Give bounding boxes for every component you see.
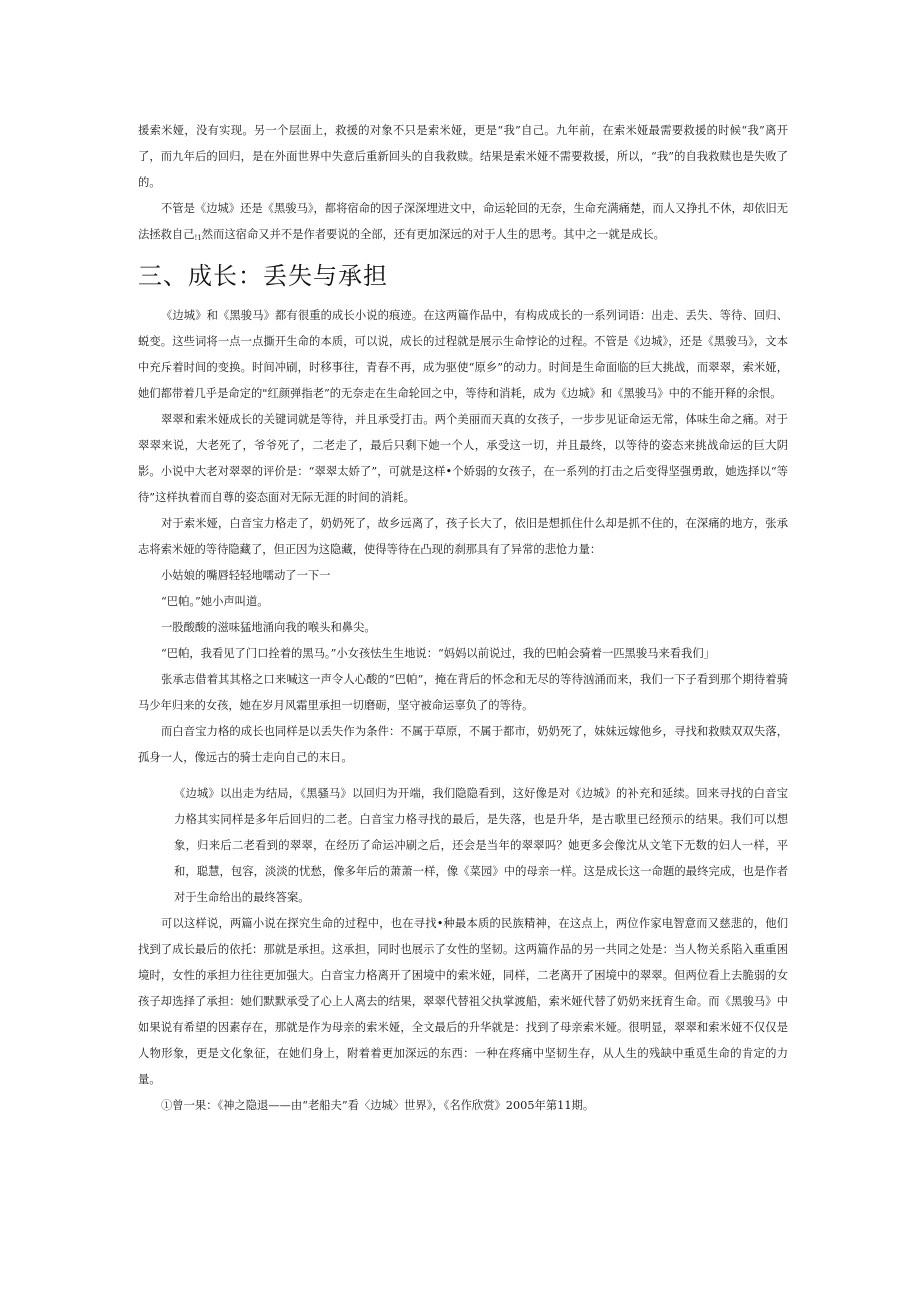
body-paragraph: 一股酸酸的滋味猛地涌向我的喉头和鼻尖。 — [161, 621, 376, 634]
paragraph-top: 援索米娅，没有实现。另一个层面上，救援的对象不只是索米娅，更是“我”自己。九年前，在索米娅最需要救援的时候“我”离开了，而九年后的回归，是在外面世界中失意后重新回头的自我救赎。结果是索米娅不需要救援，所以，“我”的自我救赎也是失败了的。 — [138, 124, 788, 189]
body-paragraph: 《边城》以出走为结局，《黑骚马》以回归为开端，我们隐隐看到，这好像是对《边城》的补充和延续。回来寻找的白音宝力格其实同样是多年后回归的二老。白音宝力格寻找的最后，是失落，也是升华，是古歌里已经预示的结果。我们可以想象，归来后二老看到的翠翠，在经历了命运冲刷之后，还会是当年的翠翠吗？她更多会像沈从文笔下无数的妇人一样，平和，聪慧，包容，淡淡的忧愁，像多年后的萧萧一样，像《菜园》中的母亲一样。这是成长这一命题的最终完成，也是作者对于生命给出的最终答案。 — [174, 787, 788, 904]
paragraph-fate — [138, 196, 788, 251]
footnote-marker: !1 — [194, 234, 202, 242]
body-paragraph: 对于索米娅，白音宝力格走了，奶奶死了，故乡远离了，孩子长大了，依旧是想抓住什么却是抓不住的，在深痛的地方，张承志将索米娅的等待隐藏了，但正因为这隐藏，使得等待在凸现的刹那具有了异常的悲怆力量： — [138, 517, 788, 556]
body-paragraph: 张承志借着其其格之口来喊这一声令人心酸的“巴帕”，掩在背后的怀念和无尽的等待汹涌而来，我们一下子看到那个期待着骑马少年归来的女孩，她在岁月风霜里承担一切磨砺，坚守被命运辜负了的等待。 — [138, 673, 788, 712]
document-body — [138, 118, 788, 1119]
section-heading: 三、成长：丢失与承担 — [138, 262, 388, 290]
body-paragraph: 小姑娘的嘴唇轻轻地嚅动了一下一 — [161, 569, 331, 582]
body-paragraph: 而白音宝力格的成长也同样是以丢失作为条件：不属于草原，不属于都市，奶奶死了，妹妹远嫁他乡，寻找和救赎双双失落，孤身一人，像远古的骑士走向自己的末日。 — [138, 725, 788, 764]
body-paragraph: “巴帕。”她小声叫道。 — [161, 595, 269, 608]
paragraph-fate-tail: 然而这宿命又并不是作者要说的全部，还有更加深远的对于人生的思考。其中之一就是成长。 — [201, 228, 665, 241]
body-paragraph: 可以这样说，两篇小说在探究生命的过程中，也在寻找•种最本质的民族精神，在这点上，两位作家电智意而又慈悲的，他们找到了成长最后的依托：那就是承担。这承担，同时也展示了女性的坚韧。这两篇作品的另一共同之处是：当人物关系陷入重重困境时，女性的承担力往往更加强大。白音宝力格离开了困境中的索米娅，同样，二老离开了困境中的翠翠。但两位看上去脆弱的女孩子却选择了承担：她们默默承受了心上人离去的结果，翠翠代替祖父执掌渡船，索米娅代替了奶奶来抚育生命。而《黑骏马》中如果说有希望的因素存在，那就是作为母亲的索米娅，全文最后的升华就是：找到了母亲索米娅。很明显，翠翠和索米娅不仅仅是人物形象，更是文化象征，在她们身上，附着着更加深远的东西：一种在疼痛中坚韧生存，从人生的残缺中重觅生命的肯定的力量。 — [138, 917, 788, 1086]
body-paragraph: 翠翠和索米娅成长的关键词就是等待，并且承受打击。两个美丽而天真的女孩子，一步步见证命运无常，体味生命之痛。对于翠翠来说，大老死了，爷爷死了，二老走了，最后只剩下她一个人，承受这一切，并且最终，以等待的姿态来挑战命运的巨大阴影。小说中大老对翠翠的评价是：“翠翠太娇了”，可就是这样•个娇弱的女孩子，在一系列的打击之后变得坚强勇敢，她选择以“等待”这样执着而自尊的姿态面对无际无涯的时间的消耗。 — [138, 413, 788, 504]
paragraph-fate-main: 不管是《边城》还是《黑骏马》，都将宿命的因子深深埋进文中，命运轮回的无奈，生命充满痛楚，而人又挣扎不休，却依旧无法拯救自己 — [138, 202, 788, 241]
body-paragraph: ①曾一果：《神之隐退——由“老船夫”看〈边城〉世界》，《名作欣赏》2005年第11期。 — [161, 1099, 595, 1112]
body-paragraph: “巴帕，我看见了门口拴着的黑马。”小女孩怯生生地说：“妈妈以前说过，我的巴帕会骑着一匹黑骏马来看我们」 — [161, 647, 715, 660]
body-paragraph: 《边城》和《黑骏马》都有很重的成长小说的痕迹。在这两篇作品中，有构成成长的一系列词语：出走、丢失、等待、回归、蜕变。这些词将一点一点撕开生命的本质，可以说，成长的过程就是展示生命悖论的过程。不管是《边城》，还是《黑骏马》，文本中充斥着时间的变换。时间冲刷，时移事往，青春不再，成为驱使“原乡”的动力。时间是生命面临的巨大挑战，而翠翠，索米娅，她们都带着几乎是命定的"红颜弹指老”的无奈走在生命轮回之中，等待和消耗，成为《边城》和《黑骏马》中的不能开释的余恨。 — [138, 309, 788, 400]
section-body — [138, 303, 788, 1119]
